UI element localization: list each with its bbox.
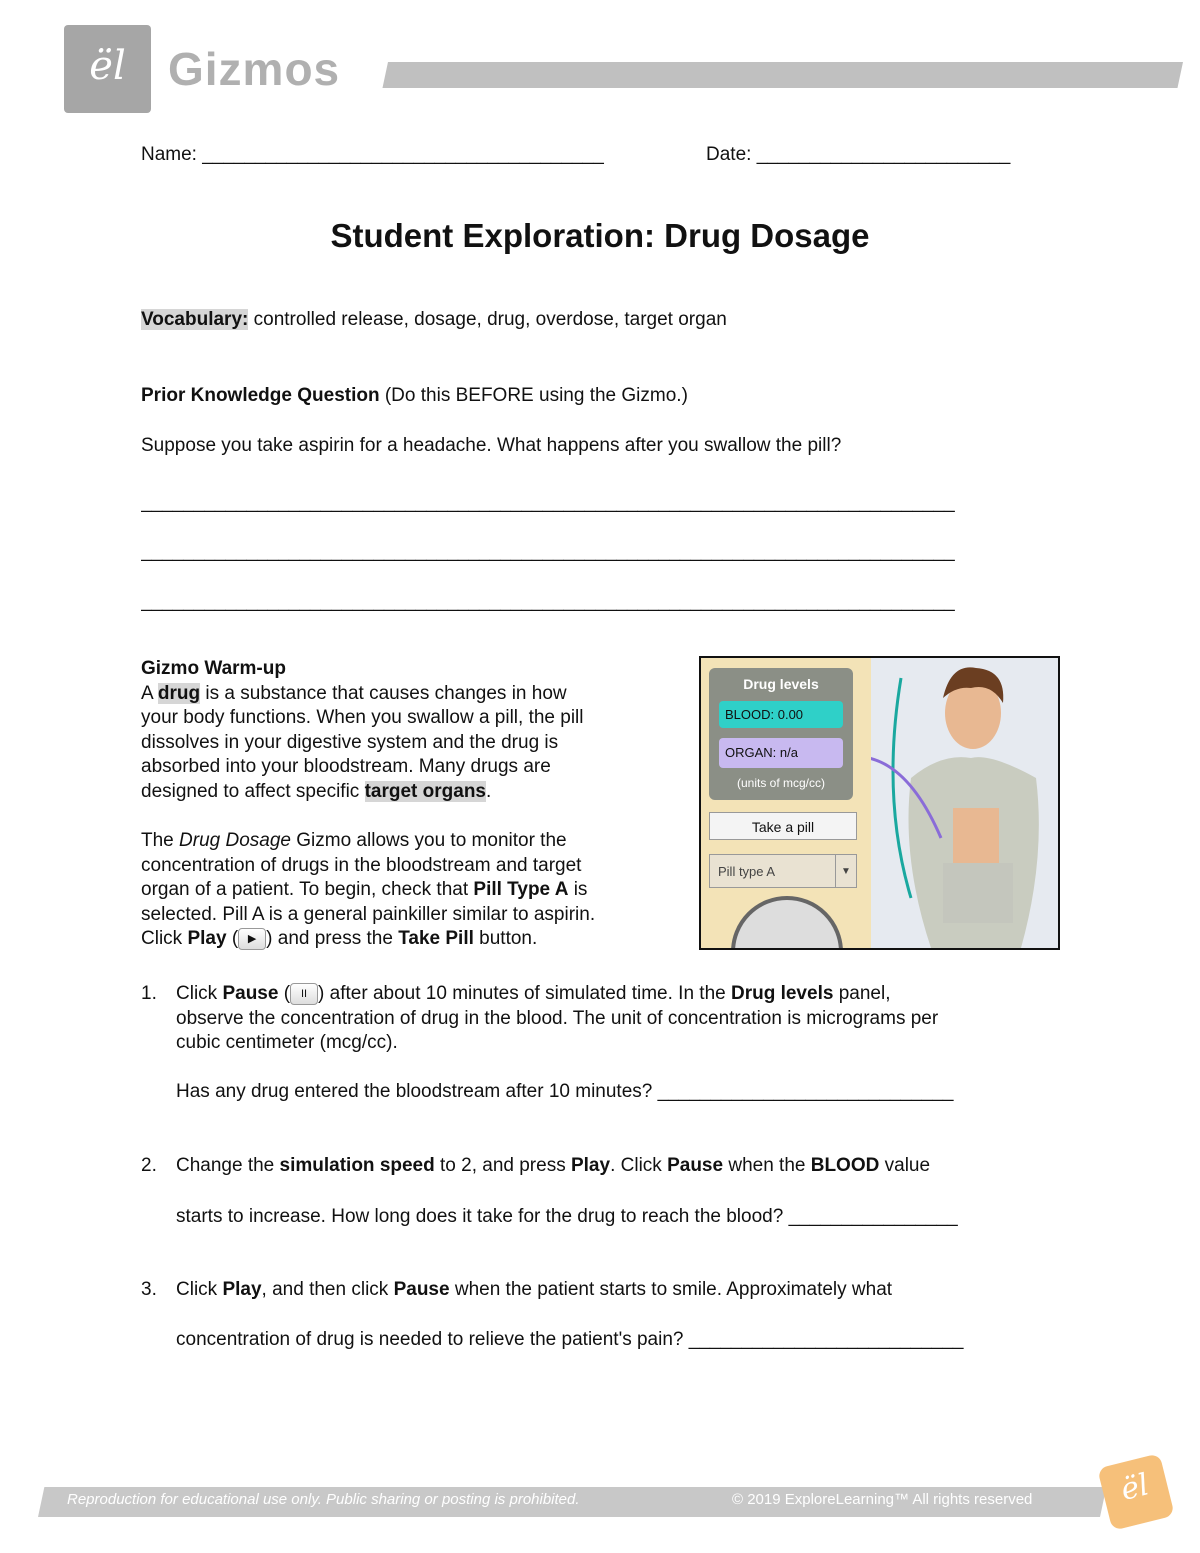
prior-knowledge-question: Suppose you take aspirin for a headache. What happens after you swallow the pill? — [141, 435, 842, 456]
chevron-down-icon: ▼ — [835, 855, 856, 887]
date-field: Date: ________________________ — [706, 144, 1011, 165]
question-3-number: 3. — [141, 1279, 157, 1300]
organ-readout: ORGAN: n/a — [719, 738, 843, 768]
gizmos-logo-mark: ël — [64, 25, 151, 113]
pause-icon: II — [290, 983, 318, 1005]
gizmo-screenshot — [699, 656, 1060, 950]
vocabulary: Vocabulary: controlled release, dosage, drug, overdose, target organ — [141, 309, 727, 330]
footer-copyright: © 2019 ExploreLearning™ All rights reserved — [732, 1491, 1033, 1508]
answer-line: _____________________________________________________________________________ — [141, 591, 955, 612]
name-field: Name: ______________________________________ — [141, 144, 604, 165]
gizmos-brand: Gizmos — [168, 43, 341, 95]
warmup-heading: Gizmo Warm-up — [141, 658, 286, 679]
blood-readout: BLOOD: 0.00 — [719, 701, 843, 728]
header-bar — [382, 62, 1183, 88]
question-1: Click Pause ( II ) after about 10 minutes of simulated time. In the Drug levels panel, observe the concentration of drug in the blood. The unit of concentration is micrograms per cubic centimeter (mcg/cc). Has any drug entered the bloodstream after 10 minutes? ____________________________ — [176, 983, 954, 1102]
question-2: Change the simulation speed to 2, and press Play. Click Pause when the BLOOD value starts to increase. How long does it take for the drug to reach the blood? ________________ — [176, 1155, 958, 1227]
answer-line: _____________________________________________________________________________ — [141, 492, 955, 513]
warmup-section: Gizmo Warm-up A drug is a substance that causes changes in how your body functions. When you swallow a pill, the pill dissolves in your digestive system and the drug is absorbed into your bloodstream. Many drugs are designed to affect specific target organs. The Drug Dosage Gizmo allows you to monitor the concentration of drugs in the bloodstream and target organ of a patient. To begin, check that Pill Type A is selected. Pill A is a general painkiller similar to aspirin. Click Play ( ▶ ) and press the Take Pill button. — [141, 658, 596, 949]
prior-knowledge-heading: Prior Knowledge Question (Do this BEFORE using the Gizmo.) — [141, 385, 688, 406]
footer-notice: Reproduction for educational use only. Public sharing or posting is prohibited. — [67, 1491, 580, 1508]
drug-levels-title: Drug levels — [743, 676, 819, 692]
question-3: Click Play, and then click Pause when the patient starts to smile. Approximately what concentration of drug is needed to relieve the patient's pain? __________________________ — [176, 1279, 964, 1350]
drug-levels-panel — [709, 668, 853, 800]
patient-illustration — [871, 658, 1058, 948]
units-label: (units of mcg/cc) — [736, 776, 826, 790]
pill-type-select: Pill type A ▼ — [709, 854, 857, 888]
play-icon: ▶ — [238, 928, 266, 950]
question-1-number: 1. — [141, 983, 157, 1004]
page-title: Student Exploration: Drug Dosage — [330, 217, 870, 254]
take-pill-button: Take a pill — [709, 812, 857, 840]
answer-line: _____________________________________________________________________________ — [141, 541, 955, 562]
question-2-number: 2. — [141, 1155, 157, 1176]
clock-icon — [731, 896, 843, 950]
explorelearning-logo: ël — [1097, 1453, 1175, 1531]
